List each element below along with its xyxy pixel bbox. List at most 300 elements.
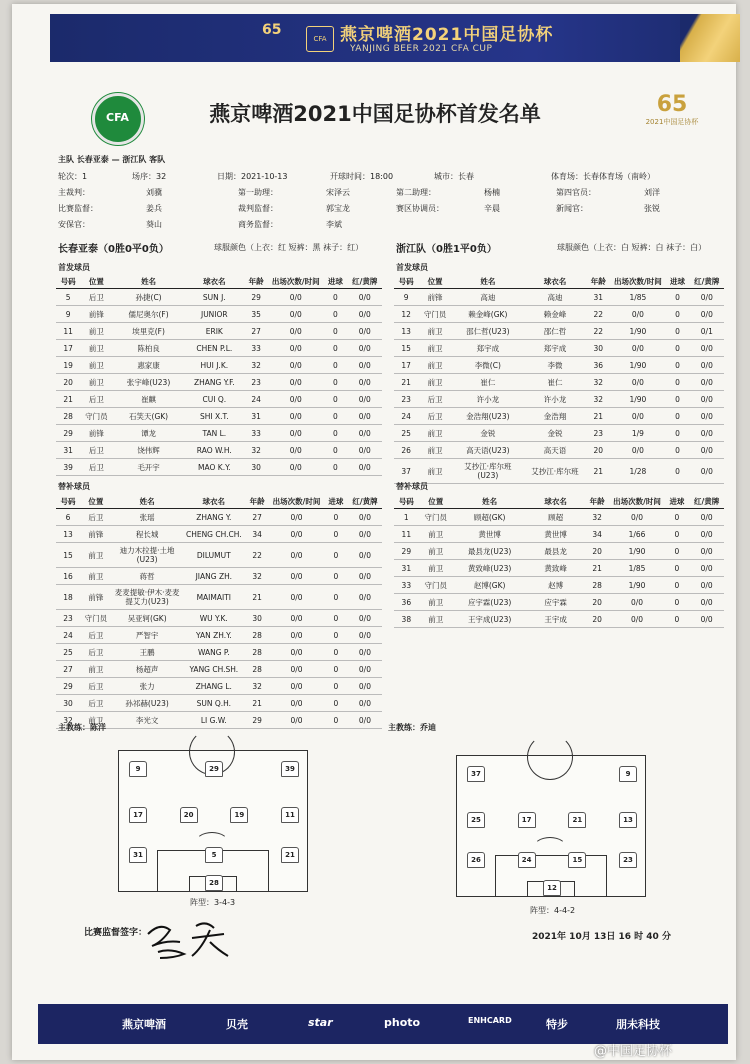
table-cell: 21 (586, 408, 610, 425)
sponsor-enhcard: ENHCARD (468, 1016, 512, 1025)
column-header: 进球 (323, 275, 347, 289)
table-cell: HUI J.K. (185, 357, 244, 374)
top-banner (50, 14, 740, 62)
table-cell: 高天语 (524, 442, 586, 459)
table-row (56, 442, 382, 459)
table-cell: 0 (665, 459, 689, 484)
table-cell: 赖金峰(GK) (452, 306, 524, 323)
table-cell: 应宇霖 (526, 594, 584, 611)
table-cell: 0 (324, 678, 348, 695)
home-starters-title: 首发球员 (58, 263, 90, 272)
away-coach-label: 主教练：乔迪 (388, 723, 436, 732)
table-cell: 31 (394, 560, 419, 577)
table-cell: 13 (56, 526, 80, 543)
table-cell: 32 (586, 374, 610, 391)
table-cell: 守门员 (419, 509, 453, 526)
table-cell: 0/0 (268, 289, 323, 306)
cfa-logo-icon: CFA (92, 93, 144, 145)
table-cell: 张力 (112, 678, 183, 695)
match-no-label: 场序：32 (132, 172, 167, 181)
home-starters-table (56, 275, 382, 476)
table-cell: 后卫 (80, 627, 112, 644)
table-cell: SUN J. (185, 289, 244, 306)
table-cell: 前卫 (80, 543, 112, 568)
table-cell: 0/0 (348, 425, 382, 442)
table-cell: 0/0 (348, 509, 382, 526)
table-cell: 后卫 (80, 289, 112, 306)
home-formation-label: 阵型：3-4-3 (190, 898, 236, 907)
table-cell: 0 (665, 289, 689, 306)
table-cell: 1/85 (610, 289, 665, 306)
table-cell: 后卫 (80, 509, 112, 526)
table-cell: ZHANG L. (182, 678, 245, 695)
table-cell: WANG P. (182, 644, 245, 661)
table-row (394, 594, 724, 611)
table-cell: 15 (394, 340, 418, 357)
table-cell: SHI X.T. (185, 408, 244, 425)
home-subs-title: 替补球员 (58, 482, 90, 491)
column-header: 年龄 (244, 275, 268, 289)
official-name: 葵山 (146, 220, 162, 229)
table-cell: 0 (324, 644, 348, 661)
table-cell: 32 (244, 442, 268, 459)
table-cell: 石笑天(GK) (113, 408, 185, 425)
table-cell: 饶伟辉 (113, 442, 185, 459)
column-header: 号码 (56, 495, 80, 509)
table-cell: 金浩翔 (524, 408, 586, 425)
table-cell: RAO W.H. (185, 442, 244, 459)
table-cell: 29 (394, 543, 419, 560)
table-cell: 0 (665, 594, 690, 611)
sponsor-footer (38, 1004, 728, 1044)
away-subs-table (394, 495, 724, 628)
table-cell: 前卫 (80, 712, 112, 729)
away-subs-title: 替补球员 (396, 482, 428, 491)
table-row (394, 459, 724, 484)
table-cell: 0/0 (690, 408, 724, 425)
table-cell: 李微 (524, 357, 586, 374)
table-cell: 0/0 (268, 391, 323, 408)
table-cell: 崔仁 (452, 374, 524, 391)
table-cell: 15 (56, 543, 80, 568)
table-row (394, 577, 724, 594)
player-shirt-icon: 9 (129, 761, 147, 777)
table-cell: 0/0 (348, 289, 382, 306)
table-cell: 32 (56, 712, 80, 729)
table-cell: 28 (245, 661, 269, 678)
table-cell: 守门员 (419, 577, 453, 594)
table-cell: 0/0 (348, 340, 382, 357)
table-row (394, 408, 724, 425)
table-cell: 28 (56, 408, 80, 425)
table-row (394, 323, 724, 340)
column-header: 位置 (419, 495, 453, 509)
table-cell: 0 (665, 374, 689, 391)
column-header: 红/黄牌 (348, 275, 382, 289)
table-cell: 高迪 (524, 289, 586, 306)
table-cell: 32 (245, 678, 269, 695)
table-row (56, 340, 382, 357)
table-cell: 前卫 (419, 543, 453, 560)
column-header: 年龄 (585, 495, 610, 509)
table-row (394, 340, 724, 357)
table-cell: 前锋 (80, 585, 112, 610)
table-cell: 33 (244, 425, 268, 442)
table-cell: 0 (665, 323, 689, 340)
table-cell: 张瑶 (112, 509, 183, 526)
table-cell: 20 (585, 611, 610, 628)
column-header: 位置 (80, 495, 112, 509)
table-cell: 31 (586, 289, 610, 306)
player-shirt-icon: 21 (281, 847, 299, 863)
table-cell: 1/90 (610, 323, 665, 340)
table-row (394, 289, 724, 306)
table-cell: 0 (323, 357, 347, 374)
column-header: 姓名 (452, 275, 524, 289)
table-cell: MAIMAITI (182, 585, 245, 610)
table-cell: 艾抄江·库尔班 (524, 459, 586, 484)
player-shirt-icon: 15 (568, 852, 586, 868)
table-cell: 王宇成(U23) (453, 611, 527, 628)
table-cell: 郑宇成 (524, 340, 586, 357)
table-cell: 13 (394, 323, 418, 340)
table-cell: 前卫 (418, 374, 452, 391)
table-cell: 0/0 (348, 306, 382, 323)
table-cell: 0/0 (268, 459, 323, 476)
table-cell: 0 (324, 712, 348, 729)
table-row (56, 374, 382, 391)
home-subs-table (56, 495, 382, 729)
table-row (56, 391, 382, 408)
table-cell: 儒尼奥尔(F) (113, 306, 185, 323)
table-cell: 后卫 (80, 391, 112, 408)
table-cell: 0/0 (610, 374, 665, 391)
table-cell: 前卫 (418, 442, 452, 459)
player-shirt-icon: 9 (619, 766, 637, 782)
table-cell: 0 (324, 526, 348, 543)
table-row (56, 678, 382, 695)
signature-label: 比赛监督签字： (84, 928, 148, 938)
table-cell: 33 (394, 577, 419, 594)
column-header: 位置 (418, 275, 452, 289)
player-shirt-icon: 20 (180, 807, 198, 823)
player-shirt-icon: 12 (543, 880, 561, 896)
table-cell: 前卫 (80, 323, 112, 340)
table-cell: 0/0 (689, 543, 724, 560)
table-row (56, 661, 382, 678)
player-shirt-icon: 17 (129, 807, 147, 823)
table-cell: 最县龙(U23) (453, 543, 527, 560)
table-row (56, 459, 382, 476)
column-header: 球衣名 (185, 275, 244, 289)
table-cell: 黄世博 (453, 526, 527, 543)
table-cell: 最县龙 (526, 543, 584, 560)
official-label: 第四官员： (556, 188, 596, 197)
table-cell: 前卫 (80, 357, 112, 374)
table-cell: 0/0 (610, 442, 665, 459)
table-cell: 0 (323, 442, 347, 459)
table-cell: 12 (394, 306, 418, 323)
table-cell: 0 (665, 357, 689, 374)
table-cell: 0 (323, 306, 347, 323)
table-cell: 0/0 (348, 644, 382, 661)
table-cell: 0 (665, 509, 690, 526)
table-cell: 前卫 (418, 459, 452, 484)
table-cell: 前卫 (418, 357, 452, 374)
table-cell: 赵博 (526, 577, 584, 594)
table-cell: 0/0 (268, 323, 323, 340)
table-row (56, 425, 382, 442)
table-cell: CHENG CH.CH. (182, 526, 245, 543)
table-cell: 9 (394, 289, 418, 306)
center-circle (527, 734, 573, 780)
table-row (394, 509, 724, 526)
home-formation-pitch (118, 750, 308, 892)
official-label: 安保官： (58, 220, 90, 229)
table-cell: CHEN P.L. (185, 340, 244, 357)
table-cell: 20 (585, 543, 610, 560)
table-cell: 25 (56, 644, 80, 661)
table-row (394, 391, 724, 408)
table-cell: 0/0 (348, 627, 382, 644)
table-cell: 18 (56, 585, 80, 610)
table-cell: 0 (323, 289, 347, 306)
sponsor-beike: 贝壳 (226, 1018, 248, 1031)
table-cell: 前锋 (80, 425, 112, 442)
table-cell: 0 (324, 568, 348, 585)
table-cell: 29 (56, 678, 80, 695)
cfa-banner-logo-icon: CFA (306, 26, 334, 52)
watermark: @中国足协杯 (594, 1044, 673, 1059)
table-cell: 27 (56, 661, 80, 678)
table-row (394, 526, 724, 543)
table-cell: ZHANG Y.F. (185, 374, 244, 391)
table-cell: 0 (665, 340, 689, 357)
column-header: 红/黄牌 (690, 275, 724, 289)
table-cell: 34 (245, 526, 269, 543)
column-header: 进球 (324, 495, 348, 509)
table-row (394, 374, 724, 391)
table-cell: 前卫 (418, 323, 452, 340)
table-cell: 前锋 (80, 526, 112, 543)
table-cell: 0 (665, 611, 690, 628)
table-cell: CUI Q. (185, 391, 244, 408)
column-header: 年龄 (586, 275, 610, 289)
table-row (394, 306, 724, 323)
table-cell: 25 (394, 425, 418, 442)
table-row (56, 323, 382, 340)
column-header: 号码 (394, 495, 419, 509)
table-cell: 0/0 (269, 610, 324, 627)
banner-title: 燕京啤酒2021中国足协杯 (340, 25, 554, 45)
table-cell: 0/0 (690, 391, 724, 408)
table-cell: 后卫 (80, 459, 112, 476)
table-cell: 30 (586, 340, 610, 357)
table-cell: 崔仁 (524, 374, 586, 391)
table-cell: 后卫 (418, 408, 452, 425)
table-cell: 高迪 (452, 289, 524, 306)
player-shirt-icon: 28 (205, 875, 223, 891)
table-cell: 顾超(GK) (453, 509, 527, 526)
official-label: 裁判监督： (238, 204, 278, 213)
sponsor-pengwei: 朋未科技 (616, 1018, 660, 1031)
table-cell: 0/0 (348, 661, 382, 678)
table-cell: 赵博(GK) (453, 577, 527, 594)
official-label: 赛区协调员： (396, 204, 444, 213)
table-cell: 0/0 (269, 509, 324, 526)
table-cell: 22 (586, 306, 610, 323)
table-cell: LI G.W. (182, 712, 245, 729)
table-cell: 23 (56, 610, 80, 627)
table-cell: 35 (244, 306, 268, 323)
table-row (56, 526, 382, 543)
table-cell: 0 (665, 442, 689, 459)
official-name: 宋泽云 (326, 188, 350, 197)
official-name: 郭宝龙 (326, 204, 350, 213)
table-cell: 应宇霖(U23) (453, 594, 527, 611)
table-row (56, 568, 382, 585)
table-cell: 前卫 (80, 568, 112, 585)
player-shirt-icon: 31 (129, 847, 147, 863)
table-cell: 1/90 (609, 577, 664, 594)
player-shirt-icon: 5 (205, 847, 223, 863)
table-cell: 0/0 (690, 425, 724, 442)
table-cell: 孙捷(C) (113, 289, 185, 306)
table-cell: 前卫 (419, 611, 453, 628)
table-cell: 17 (56, 340, 80, 357)
table-cell: 0/0 (690, 459, 724, 484)
table-cell: 23 (394, 391, 418, 408)
table-cell: 17 (394, 357, 418, 374)
table-cell: 0/0 (689, 526, 724, 543)
table-cell: 迪力木拉提·土地(U23) (112, 543, 183, 568)
table-cell: ZHANG Y. (182, 509, 245, 526)
table-cell: 0 (323, 323, 347, 340)
table-cell: 许小龙 (524, 391, 586, 408)
table-cell: 麦麦提敏·伊木·麦麦提艾力(U23) (112, 585, 183, 610)
table-row (56, 306, 382, 323)
table-cell: 6 (56, 509, 80, 526)
table-cell: 0/0 (268, 306, 323, 323)
away-formation-label: 阵型：4-4-2 (530, 906, 576, 915)
signature-datetime: 2021年 10月 13日 16 时 40 分 (532, 932, 671, 942)
table-cell: 27 (245, 509, 269, 526)
column-header: 姓名 (113, 275, 185, 289)
table-cell: 严智宇 (112, 627, 183, 644)
home-kit: 球服颜色（上衣：红 短裤：黑 袜子：红） (214, 243, 364, 252)
column-header: 出场次数/时间 (610, 275, 665, 289)
table-cell: 21 (56, 391, 80, 408)
table-cell: 0/0 (269, 661, 324, 678)
table-cell: 23 (244, 374, 268, 391)
table-cell: 0/0 (269, 712, 324, 729)
table-row (56, 610, 382, 627)
table-cell: 28 (585, 577, 610, 594)
table-cell: 崔麒 (113, 391, 185, 408)
table-cell: 0/0 (690, 442, 724, 459)
table-cell: 27 (244, 323, 268, 340)
table-row (394, 611, 724, 628)
table-cell: 0/0 (690, 374, 724, 391)
table-cell: 高天语(U23) (452, 442, 524, 459)
date-label: 日期：2021-10-13 (217, 172, 288, 181)
table-cell: 1/9 (610, 425, 665, 442)
column-header: 姓名 (453, 495, 527, 509)
table-cell: 11 (394, 526, 419, 543)
table-cell: 后卫 (80, 695, 112, 712)
table-cell: 16 (56, 568, 80, 585)
table-cell: 守门员 (80, 610, 112, 627)
table-cell: 前卫 (80, 374, 112, 391)
table-cell: 守门员 (418, 306, 452, 323)
table-cell: 0/0 (268, 408, 323, 425)
table-cell: 0/0 (690, 289, 724, 306)
official-name: 姜兵 (146, 204, 162, 213)
table-cell: 0/0 (348, 712, 382, 729)
table-cell: YAN ZH.Y. (182, 627, 245, 644)
table-row (56, 695, 382, 712)
table-cell: 31 (244, 408, 268, 425)
table-cell: 9 (56, 306, 80, 323)
table-cell: 29 (244, 289, 268, 306)
table-row (56, 644, 382, 661)
table-row (56, 289, 382, 306)
official-label: 主裁判： (58, 188, 90, 197)
table-row (56, 357, 382, 374)
table-cell: SUN Q.H. (182, 695, 245, 712)
table-cell: 黄世博 (526, 526, 584, 543)
table-cell: 20 (585, 594, 610, 611)
table-cell: 0 (665, 543, 690, 560)
table-cell: 0/0 (690, 306, 724, 323)
official-label: 新闻官： (556, 204, 588, 213)
table-cell: 0 (324, 661, 348, 678)
table-row (56, 585, 382, 610)
table-cell: 李微(C) (452, 357, 524, 374)
table-cell: 0 (323, 459, 347, 476)
official-label: 第一助理： (238, 188, 278, 197)
table-cell: 21 (585, 560, 610, 577)
table-cell: 21 (586, 459, 610, 484)
table-row (56, 627, 382, 644)
player-shirt-icon: 13 (619, 812, 637, 828)
table-cell: 前卫 (419, 560, 453, 577)
table-cell: 邵仁哲 (524, 323, 586, 340)
city-label: 城市：长春 (434, 172, 474, 181)
table-cell: MAO K.Y. (185, 459, 244, 476)
table-cell: 前锋 (418, 289, 452, 306)
table-cell: 1/90 (610, 357, 665, 374)
table-cell: 前卫 (419, 526, 453, 543)
table-cell: 0/0 (269, 644, 324, 661)
table-cell: 23 (586, 425, 610, 442)
table-cell: 0/0 (689, 577, 724, 594)
cup-logo-icon: 65 2021中国足协杯 (645, 92, 699, 126)
table-cell: 0/0 (269, 568, 324, 585)
table-cell: 36 (394, 594, 419, 611)
table-cell: 24 (56, 627, 80, 644)
sponsor-photo: photo (384, 1016, 421, 1029)
table-cell: 0/0 (609, 594, 664, 611)
page-title: 燕京啤酒2021中国足协杯首发名单 (209, 102, 541, 126)
cup-65-logo-icon: 65 (262, 22, 282, 38)
table-cell: 0 (665, 425, 689, 442)
table-cell: 0 (324, 627, 348, 644)
table-cell: 陈柏良 (113, 340, 185, 357)
table-cell: 前卫 (80, 340, 112, 357)
table-cell: 0/0 (348, 678, 382, 695)
table-cell: 0 (665, 577, 690, 594)
